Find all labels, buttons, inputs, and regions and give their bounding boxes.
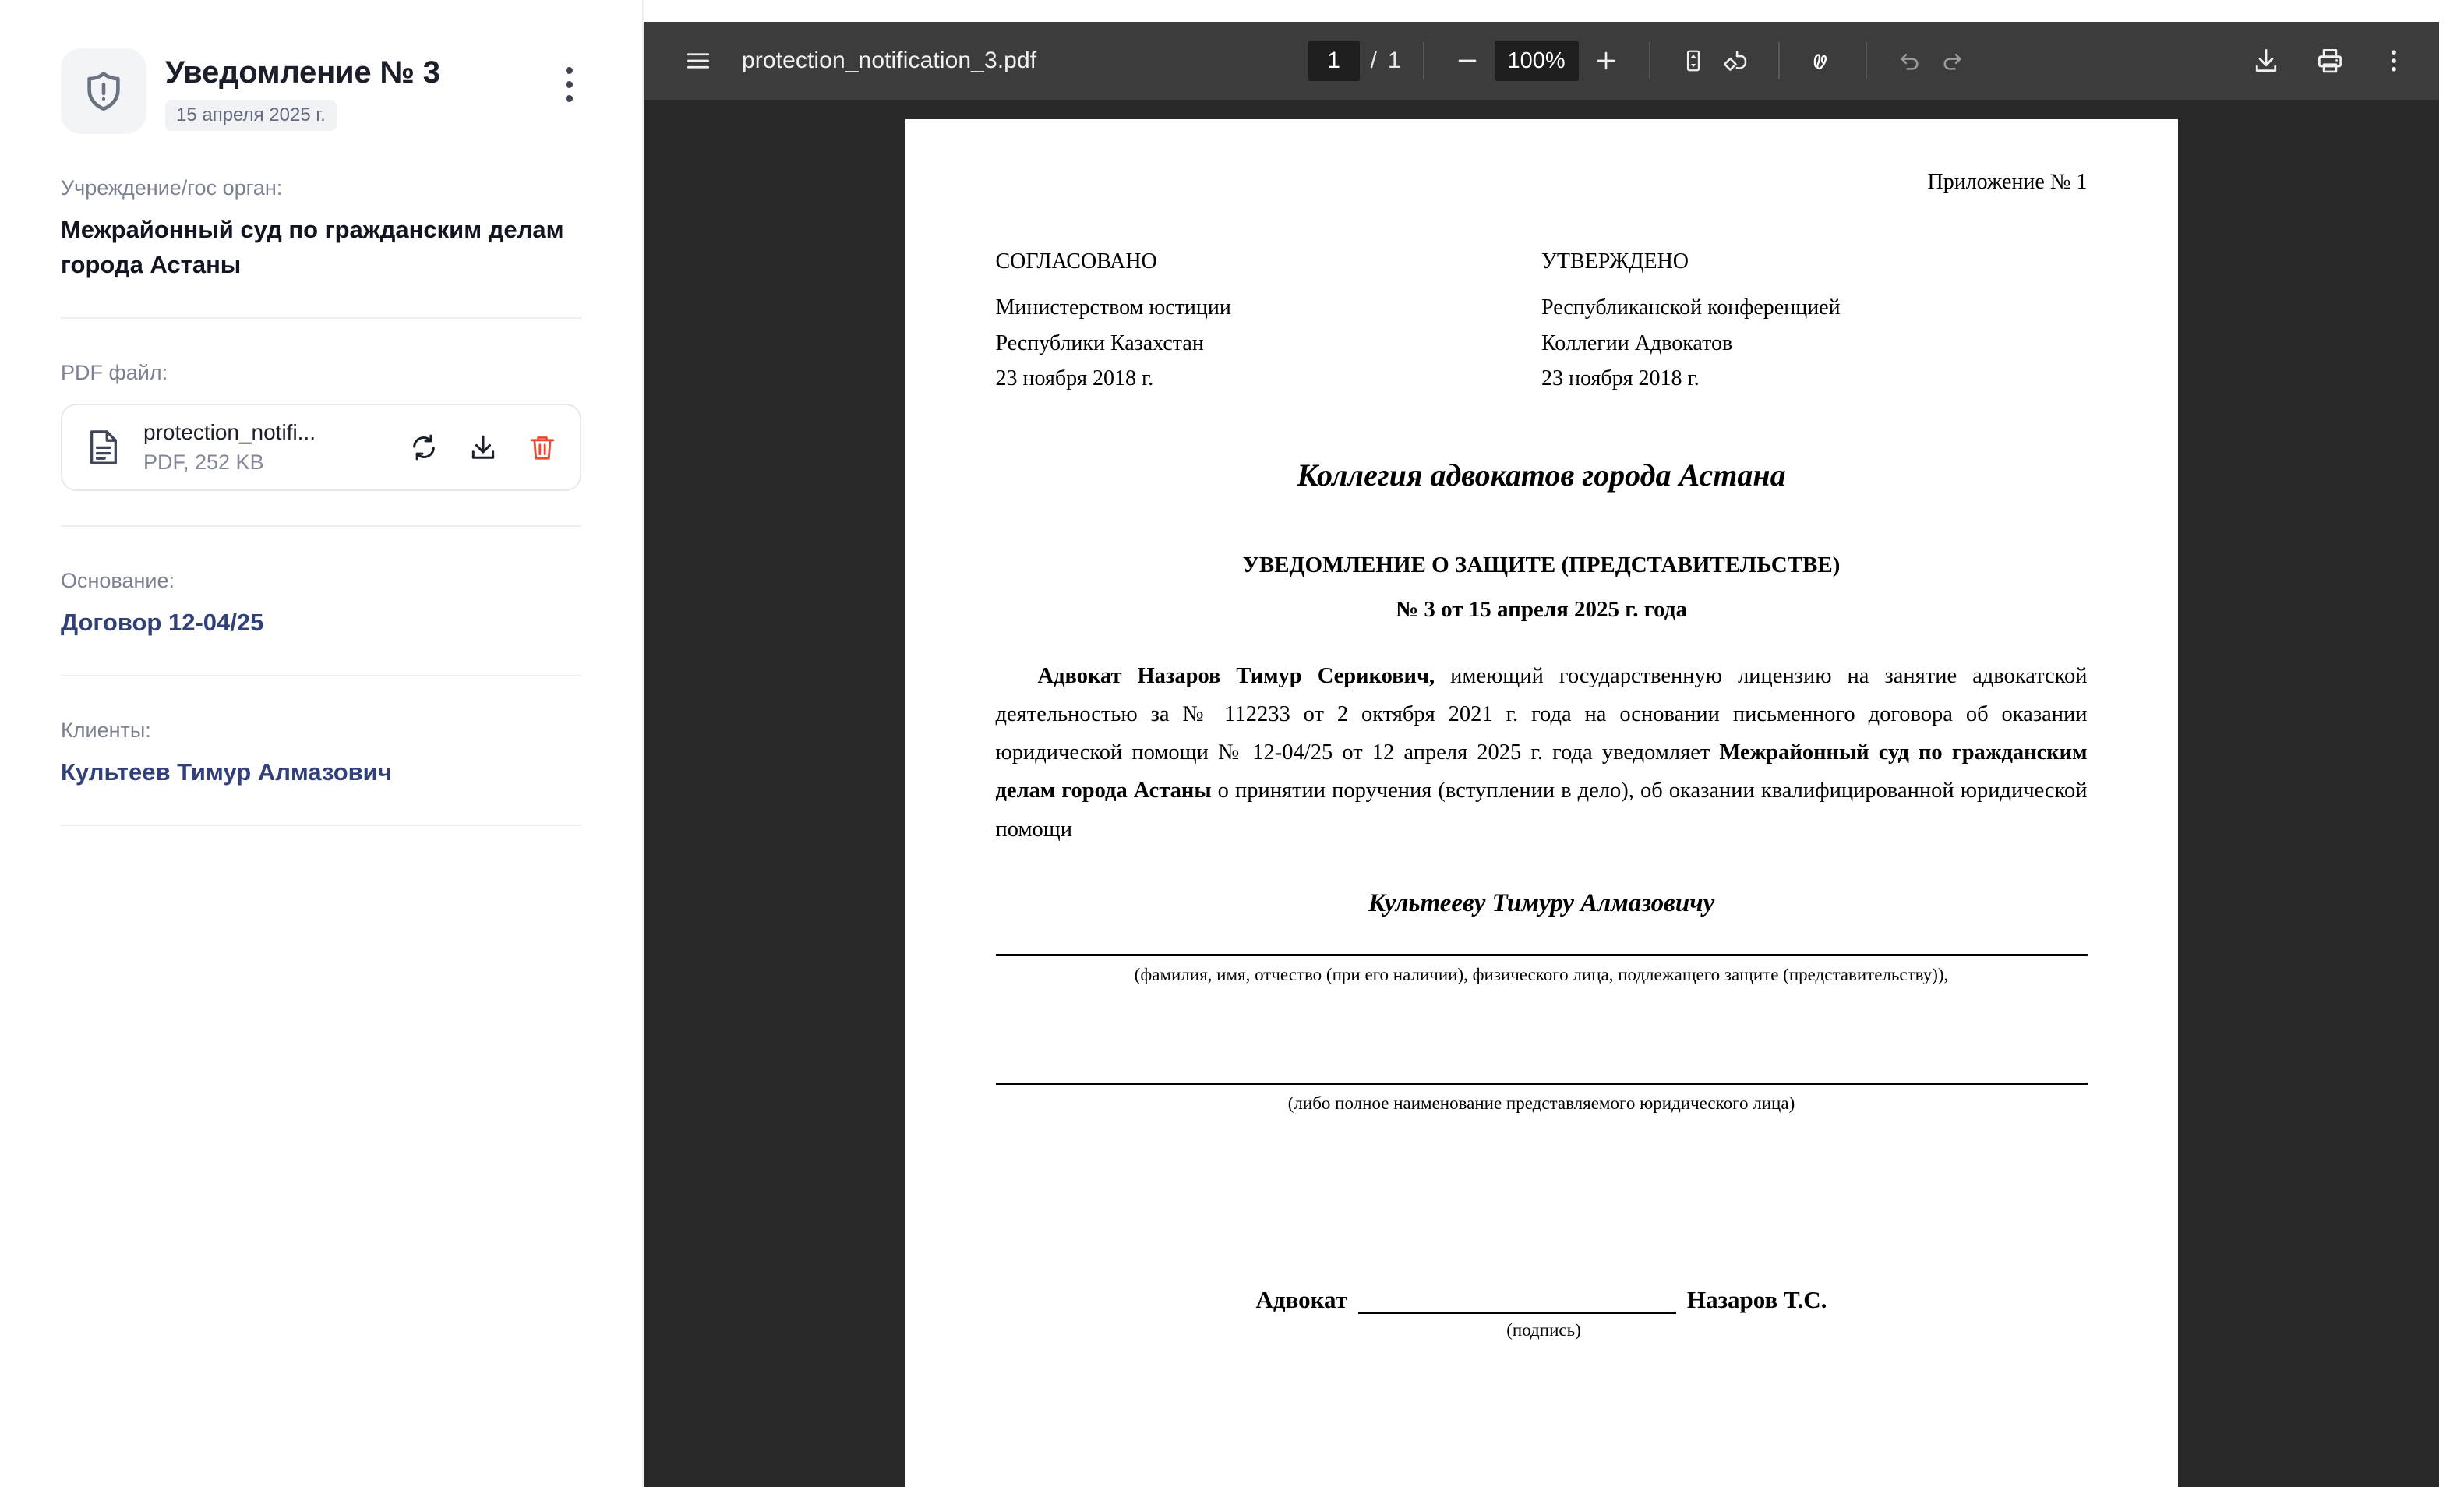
- approval-left-line-2: Республики Казахстан: [995, 330, 1204, 355]
- page-title: Уведомление № 3: [165, 55, 440, 90]
- file-meta: [143, 419, 388, 476]
- divider: [61, 825, 581, 826]
- minus-icon[interactable]: [1446, 40, 1488, 82]
- approval-left-line-1: Министерством юстиции: [995, 295, 1231, 320]
- approval-right-line-1: Республиканской конференцией: [1541, 295, 1841, 320]
- doc-signature-name: Назаров Т.С.: [1686, 1285, 1827, 1313]
- field-basis-value[interactable]: Договор 12-04/25: [61, 609, 264, 637]
- doc-body-part2: о принятии поручения (вступлении в дело), об оказании квалифицированной юридической помощи: [995, 779, 2088, 842]
- field-basis-label: Основание:: [61, 569, 175, 593]
- field-institution-value: Межрайонный суд по гражданским делам города Астаны: [61, 216, 564, 279]
- doc-rule-2: [996, 1083, 2088, 1085]
- rotate-icon[interactable]: [1714, 40, 1756, 82]
- approval-right-line-2: Коллегии Адвокатов: [1541, 330, 1733, 355]
- approval-right-line-3: 23 ноября 2018 г.: [1541, 366, 1700, 391]
- doc-client-name: Культееву Тимуру Алмазовичу: [1368, 888, 1715, 917]
- doc-lawyer-name: Адвокат Назаров Тимур Серикович,: [1037, 664, 1435, 689]
- page-separator: /: [1370, 48, 1377, 73]
- plus-icon[interactable]: [1585, 40, 1627, 82]
- notification-sidebar: [0, 0, 644, 1487]
- download-icon[interactable]: [468, 432, 499, 463]
- file-actions: [408, 432, 558, 463]
- page-number-input[interactable]: 1: [1308, 41, 1360, 81]
- date-badge: 15 апреля 2025 г.: [165, 100, 337, 131]
- doc-body-paragraph: [996, 657, 2088, 848]
- field-institution-label: Учреждение/гос орган:: [61, 176, 283, 200]
- doc-signature-row: [1256, 1286, 1827, 1314]
- field-basis: [61, 527, 581, 641]
- pdf-toolbar-center: [1308, 40, 1973, 82]
- field-institution: [61, 134, 581, 283]
- field-pdf-file: [61, 319, 581, 491]
- field-clients: [61, 676, 581, 790]
- file-size: PDF, 252 KB: [143, 450, 264, 475]
- zoom-level-input[interactable]: 100%: [1495, 41, 1579, 81]
- ink-annotate-icon[interactable]: [1802, 40, 1844, 82]
- file-text-icon: [86, 428, 123, 467]
- doc-approval-right: [1541, 244, 2088, 396]
- file-card[interactable]: [61, 404, 581, 491]
- hamburger-menu-icon[interactable]: [676, 39, 720, 83]
- doc-caption-1: (фамилия, имя, отчество (при его наличии), физического лица, подлежащего защите (представительству)),: [1134, 964, 1949, 984]
- toolbar-divider: [1649, 42, 1650, 79]
- undo-icon[interactable]: [1889, 40, 1931, 82]
- doc-number-line: № 3 от 15 апреля 2025 г. года: [1396, 597, 1687, 623]
- file-name: protection_notifi...: [143, 420, 316, 445]
- print-icon[interactable]: [2308, 39, 2352, 83]
- field-clients-value[interactable]: Культеев Тимур Алмазович: [61, 758, 392, 786]
- notification-header: [61, 48, 581, 134]
- pdf-viewer: [644, 22, 2439, 1487]
- approval-left-heading: СОГЛАСОВАНО: [995, 249, 1157, 274]
- doc-signature-line: [1358, 1287, 1676, 1314]
- pdf-page-1: [905, 119, 2178, 1487]
- pdf-toolbar-right: [2244, 39, 2416, 83]
- page-total: 1: [1387, 48, 1401, 73]
- kebab-menu-icon[interactable]: [2372, 39, 2416, 83]
- redo-icon[interactable]: [1931, 40, 1973, 82]
- doc-caption-2: (либо полное наименование представляемого юридического лица): [1287, 1093, 1795, 1113]
- trash-icon[interactable]: [527, 432, 558, 463]
- doc-signature-block: [996, 1286, 2088, 1340]
- pdf-canvas-stage[interactable]: [644, 100, 2439, 1487]
- notification-header-texts: [165, 48, 581, 131]
- pdf-filename: protection_notification_3.pdf: [742, 48, 1037, 73]
- approval-left-line-3: 23 ноября 2018 г.: [995, 366, 1154, 391]
- shield-alert-icon: [61, 48, 146, 134]
- doc-body-part1: имеющий государственную лицензию на занятие адвокатской деятельностью за № 112233 от 2 октября 2021 г. года на основании письменного договора об оказании юридической помощи № 12-04/25 от 12 апреля 2025 г. года уведомляет: [995, 664, 2088, 765]
- download-icon[interactable]: [2244, 39, 2288, 83]
- doc-court-name: Межрайонный суд по гражданским делам города Астаны: [995, 740, 2088, 804]
- pdf-viewer-panel: [644, 0, 2464, 1487]
- toolbar-divider: [1866, 42, 1867, 79]
- approval-right-heading: УТВЕРЖДЕНО: [1541, 249, 1689, 274]
- refresh-icon[interactable]: [408, 432, 439, 463]
- fit-page-icon[interactable]: [1672, 40, 1714, 82]
- field-pdf-file-label: PDF файл:: [61, 360, 168, 384]
- toolbar-divider: [1778, 42, 1780, 79]
- field-clients-label: Клиенты:: [61, 719, 151, 743]
- pdf-toolbar: [644, 22, 2439, 100]
- doc-appendix: Приложение № 1: [1927, 170, 2088, 194]
- doc-rule-1: [996, 954, 2088, 956]
- doc-approval-left: [996, 244, 1542, 396]
- doc-signature-role: Адвокат: [1255, 1285, 1347, 1313]
- doc-approval-columns: [996, 244, 2088, 396]
- doc-org-title: Коллегия адвокатов города Астана: [1297, 457, 1786, 493]
- doc-signature-caption: (подпись): [1506, 1319, 1581, 1340]
- doc-heading: УВЕДОМЛЕНИЕ О ЗАЩИТЕ (ПРЕДСТАВИТЕЛЬСТВЕ): [1242, 553, 1841, 578]
- kebab-menu-icon[interactable]: [552, 62, 586, 106]
- toolbar-divider: [1423, 42, 1424, 79]
